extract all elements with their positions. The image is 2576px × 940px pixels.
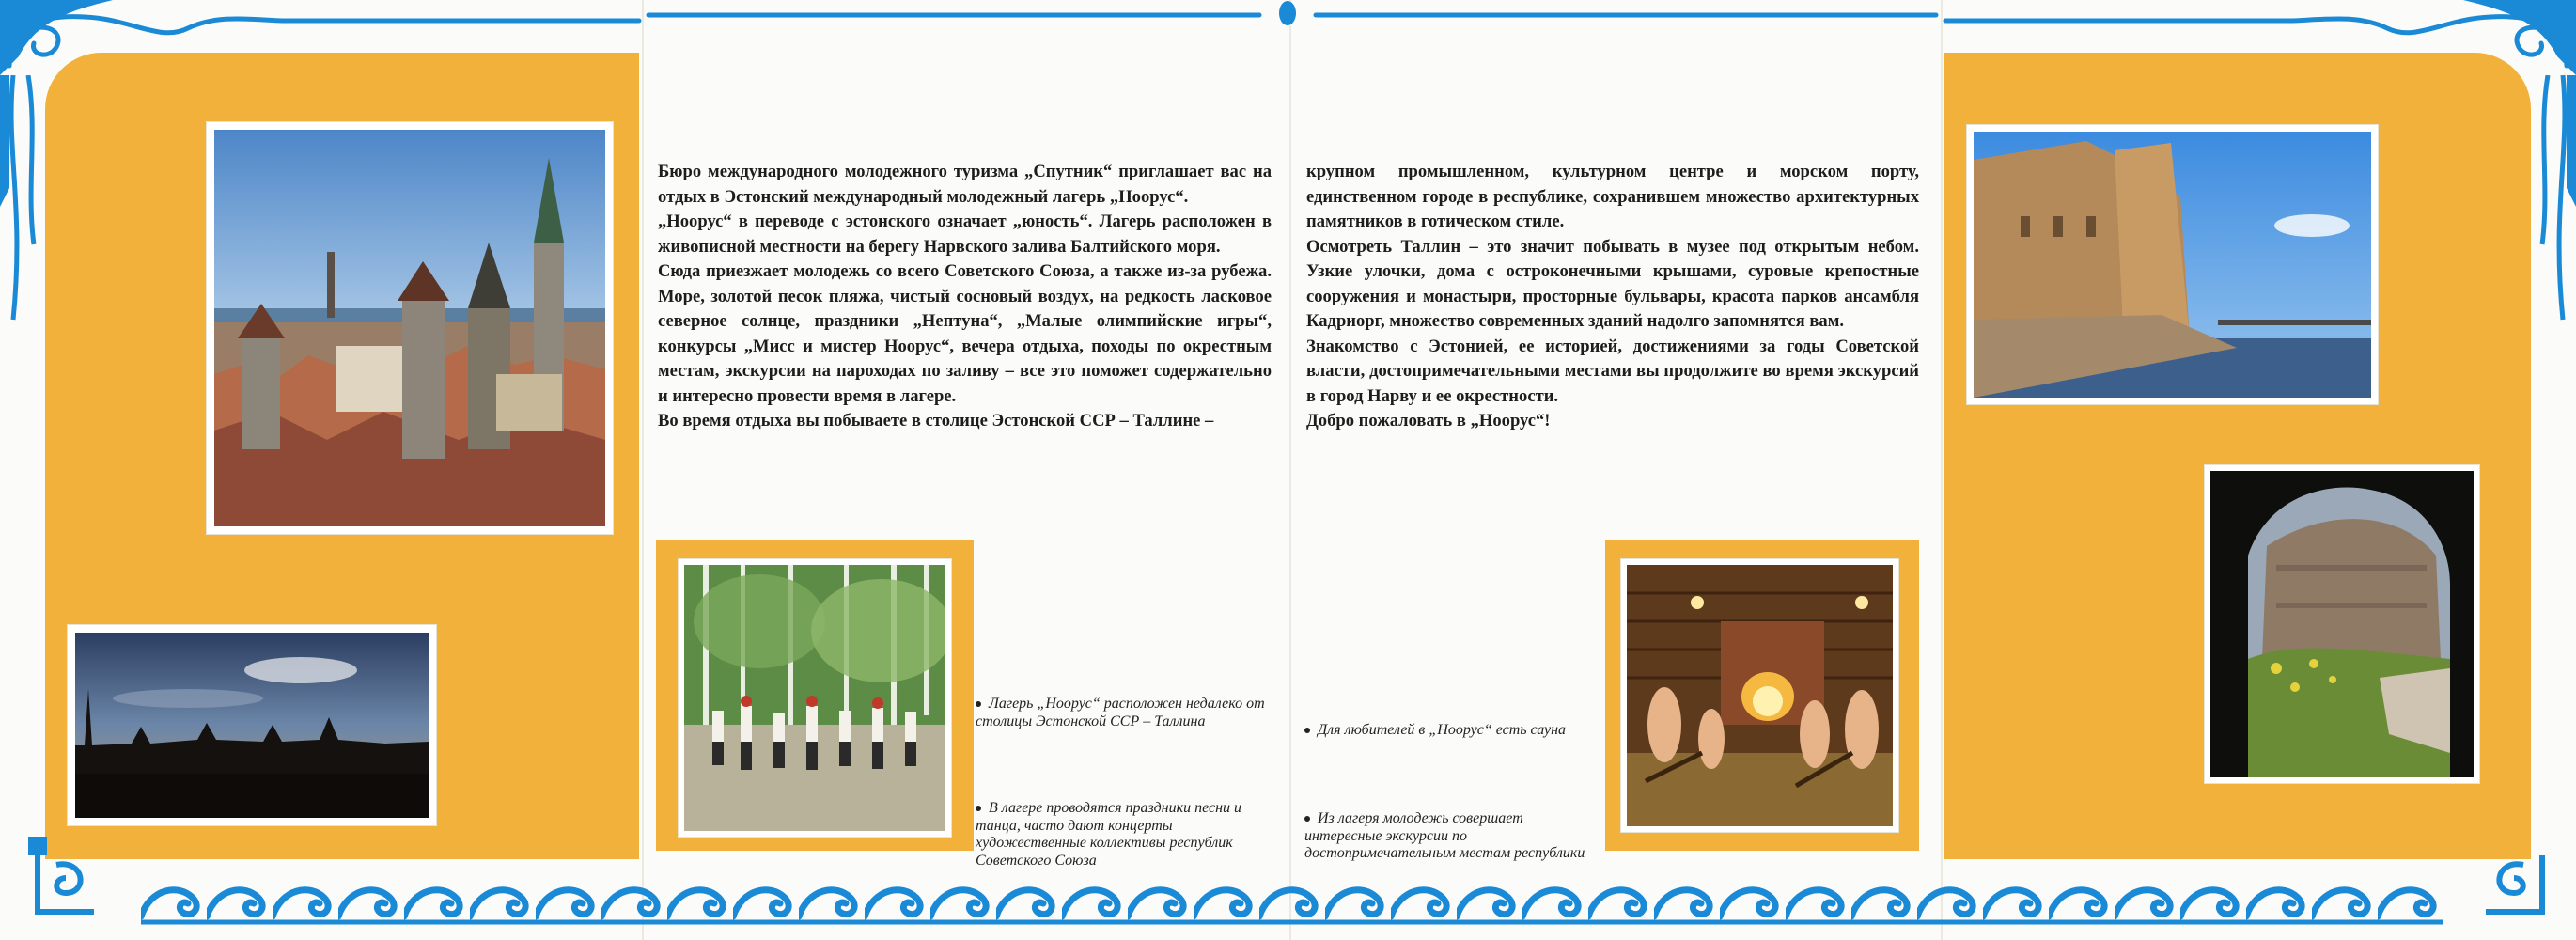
- caption-camp-location: Лагерь „Ноорус“ расположен недалеко от столицы Эстонской ССР – Таллина: [976, 696, 1265, 729]
- sauna-photo: [1627, 565, 1893, 826]
- bottom-wave-border: [141, 879, 2443, 926]
- caption-excursions: Из лагеря молодежь совершает интересные экскурсии по достопримечательным местам республики: [1304, 810, 1585, 862]
- right-ornament: [2520, 75, 2576, 884]
- old-town-photo: [214, 130, 605, 526]
- bottom-left-scroll-icon: [28, 837, 113, 931]
- intro-paragraph-3: Сюда приезжает молодежь со всего Советского Союза, а также из-за рубежа. Море, золотой песок пляжа, чистый сосновый воздух, на редкость ласковое северное солнце, праздники „Нептуна“, „Малые олимпийские игры“, конкурсы „Мисс и мистер Ноорус“, вечера отдыха, походы по окрестным местам, экскурсии на пароходах по заливу – все это поможет содержательно и интересно провести время в лагере.: [658, 261, 1272, 406]
- fold-line-2: [1289, 0, 1291, 940]
- intro-paragraph-2: „Ноорус“ в переводе с эстонского означает „юность“. Лагерь расположен в живописной местности на берегу Нарвского залива Балтийского моря.: [658, 212, 1272, 257]
- top-ornament: [0, 0, 2576, 75]
- bullet-icon: [976, 701, 981, 707]
- continued-paragraph-4: Добро пожаловать в „Ноорус“!: [1306, 411, 1551, 431]
- continued-text: [1306, 160, 1919, 434]
- fold-line-1: [642, 0, 644, 940]
- bottom-right-scroll-icon: [2467, 837, 2552, 931]
- skyline-photo: [75, 633, 429, 818]
- continued-paragraph-1: крупном промышленном, культурном центре и морском порту, единственном городе в республике, сохранившем множество архитектурных памятников в готическом стиле.: [1306, 162, 1919, 231]
- bullet-icon: [976, 806, 981, 811]
- caption-song-festival: В лагере проводятся праздники песни и танца, часто дают концерты художественные коллективы республик Советского Союза: [976, 800, 1242, 869]
- continued-paragraph-3: Знакомство с Эстонией, ее историей, достижениями за годы Советской власти, достопримечательными местами вы продолжите во время экскурсий в город Нарву и ее окрестности.: [1306, 336, 1919, 406]
- left-ornament: [0, 75, 56, 884]
- continued-paragraph-2: Осмотреть Таллин – это значит побывать в музее под открытым небом. Узкие улочки, дома с остроконечными крышами, суровые крепостные сооружения и монастыри, просторные бульвары, красота парков ансамбля Кадриорг, множество современных зданий надолго запомнятся вам.: [1306, 236, 1919, 331]
- bullet-icon: [1304, 816, 1310, 822]
- intro-text: [658, 160, 1272, 434]
- bullet-icon: [1304, 728, 1310, 733]
- caption-sauna: Для любителей в „Ноорус“ есть сауна: [1304, 722, 1596, 740]
- intro-paragraph-1: Бюро международного молодежного туризма „Спутник“ приглашает вас на отдых в Эстонский международный молодежный лагерь „Ноорус“.: [658, 162, 1272, 207]
- fortress-photo: [1974, 132, 2371, 398]
- intro-paragraph-4: Во время отдыха вы побываете в столице Эстонской ССР – Таллине –: [658, 411, 1214, 431]
- ruins-photo: [2210, 471, 2474, 777]
- fold-line-3: [1941, 0, 1943, 940]
- dance-photo: [684, 565, 945, 831]
